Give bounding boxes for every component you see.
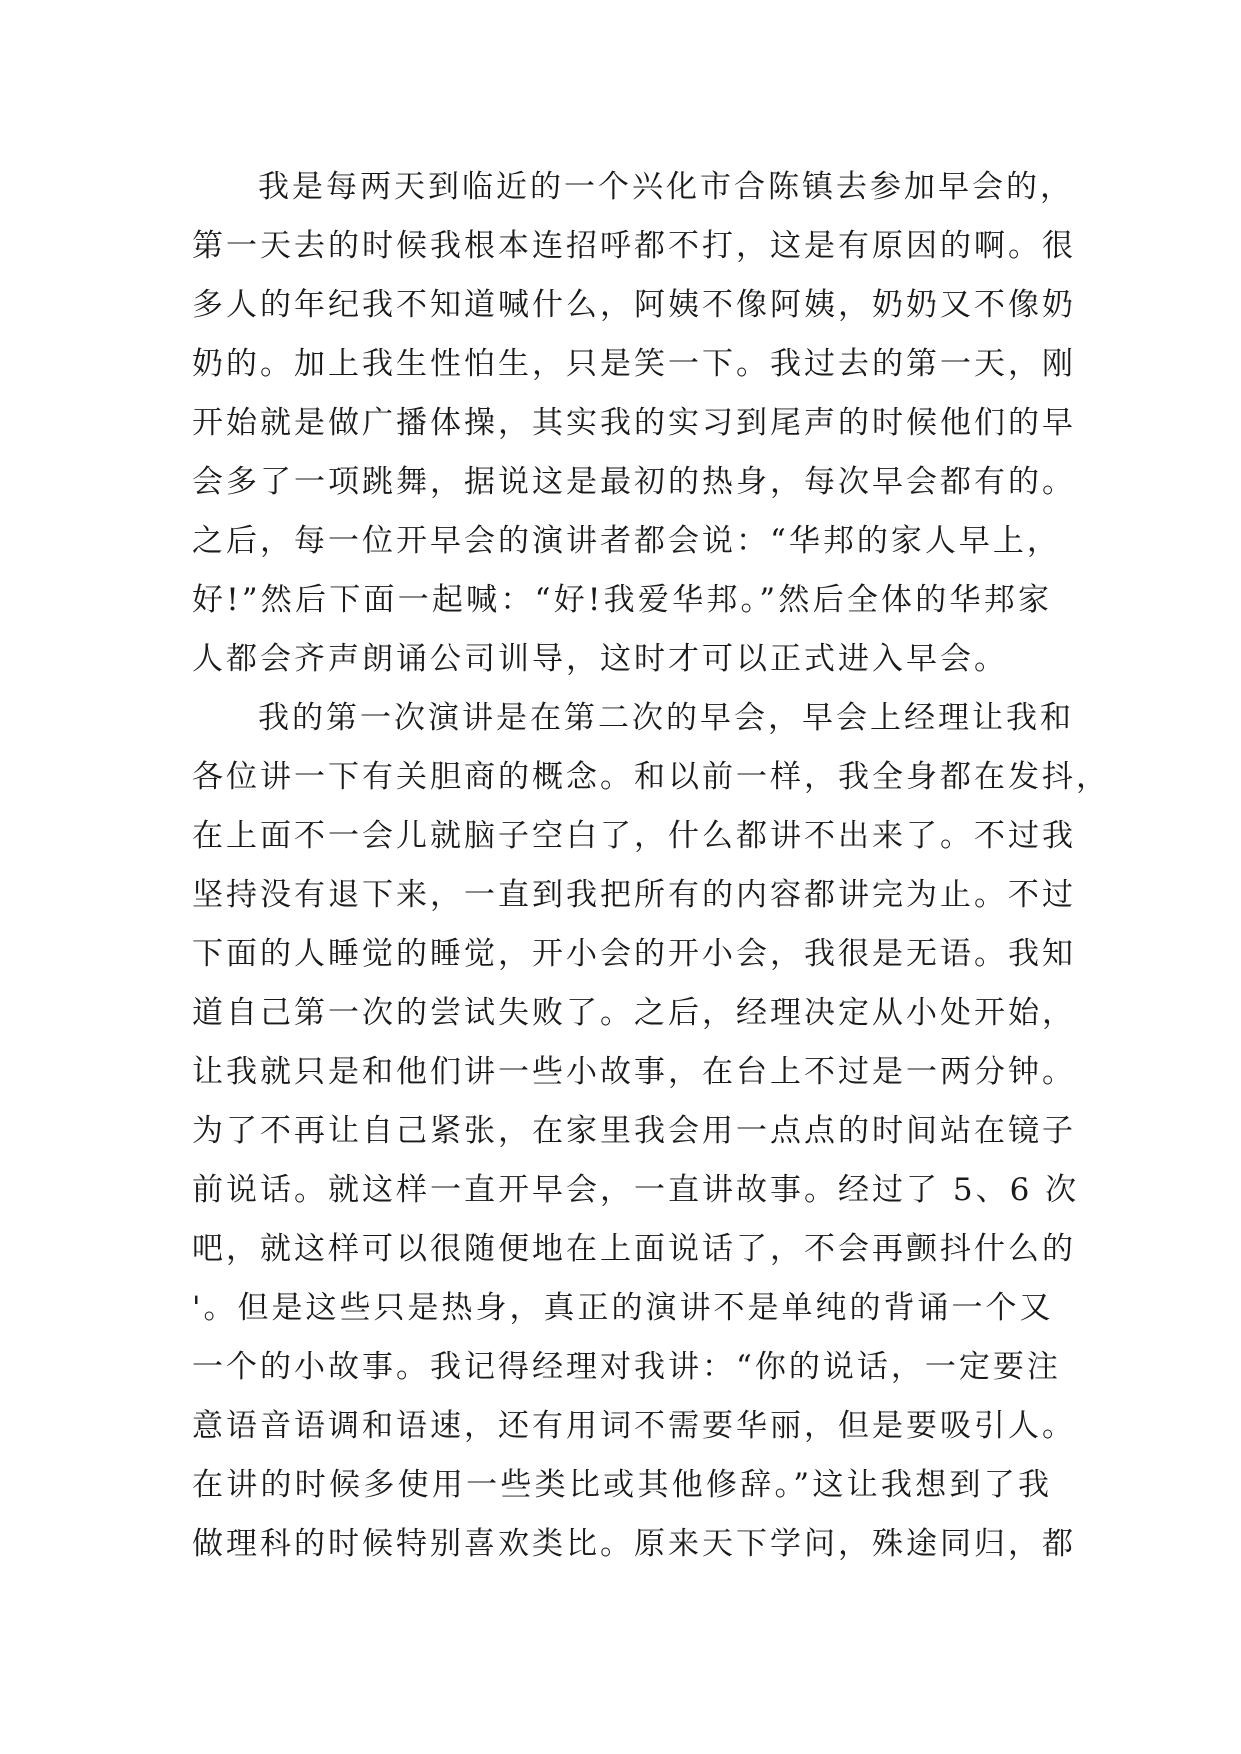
text-line: 人都会齐声朗诵公司训导，这时才可以正式进入早会。 (192, 641, 1008, 677)
text-line: 一个的小故事。我记得经理对我讲：“你的说话，一定要注 (192, 1349, 1061, 1385)
text-line: 道自己第一次的尝试失败了。之后，经理决定从小处开始， (192, 995, 1076, 1031)
text-line: 奶的。加上我生性怕生，只是笑一下。我过去的第一天，刚 (192, 346, 1076, 382)
text-line: 之后，每一位开早会的演讲者都会说：“华邦的家人早上， (192, 523, 1061, 559)
body-text (192, 158, 1110, 1574)
text-line: 好!”然后下面一起喊：“好!我爱华邦。”然后全体的华邦家 (192, 582, 1052, 618)
text-line: 第一天去的时候我根本连招呼都不打，这是有原因的啊。很 (192, 228, 1076, 264)
text-line: 在讲的时候多使用一些类比或其他修辞。”这让我想到了我 (192, 1467, 1052, 1503)
text-line: 让我就只是和他们讲一些小故事，在台上不过是一两分钟。 (192, 1054, 1076, 1090)
text-line: 坚持没有退下来，一直到我把所有的内容都讲完为止。不过 (192, 877, 1076, 913)
text-line: 开始就是做广播体操，其实我的实习到尾声的时候他们的早 (192, 405, 1076, 441)
text-line: 我的第一次演讲是在第二次的早会，早会上经理让我和 (258, 700, 1074, 736)
text-line: 吧，就这样可以很随便地在上面说话了，不会再颤抖什么的 (192, 1231, 1076, 1267)
text-line: '。但是这些只是热身，真正的演讲不是单纯的背诵一个又 (192, 1290, 1054, 1326)
text-line: 做理科的时候特别喜欢类比。原来天下学问，殊途同归，都 (192, 1526, 1076, 1562)
text-line: 为了不再让自己紧张，在家里我会用一点点的时间站在镜子 (192, 1113, 1076, 1149)
text-line: 前说话。就这样一直开早会，一直讲故事。经过了 5、6 次 (192, 1172, 1080, 1208)
text-line: 下面的人睡觉的睡觉，开小会的开小会，我很是无语。我知 (192, 936, 1076, 972)
paragraph-2 (192, 689, 1110, 1574)
paragraph-1 (192, 158, 1076, 689)
text-line: 我是每两天到临近的一个兴化市合陈镇去参加早会的， (258, 169, 1074, 205)
text-line: 各位讲一下有关胆商的概念。和以前一样，我全身都在发抖， (192, 759, 1110, 795)
text-line: 在上面不一会儿就脑子空白了，什么都讲不出来了。不过我 (192, 818, 1076, 854)
text-line: 会多了一项跳舞，据说这是最初的热身，每次早会都有的。 (192, 464, 1076, 500)
text-line: 多人的年纪我不知道喊什么，阿姨不像阿姨，奶奶又不像奶 (192, 287, 1076, 323)
text-line: 意语音语调和语速，还有用词不需要华丽，但是要吸引人。 (192, 1408, 1076, 1444)
